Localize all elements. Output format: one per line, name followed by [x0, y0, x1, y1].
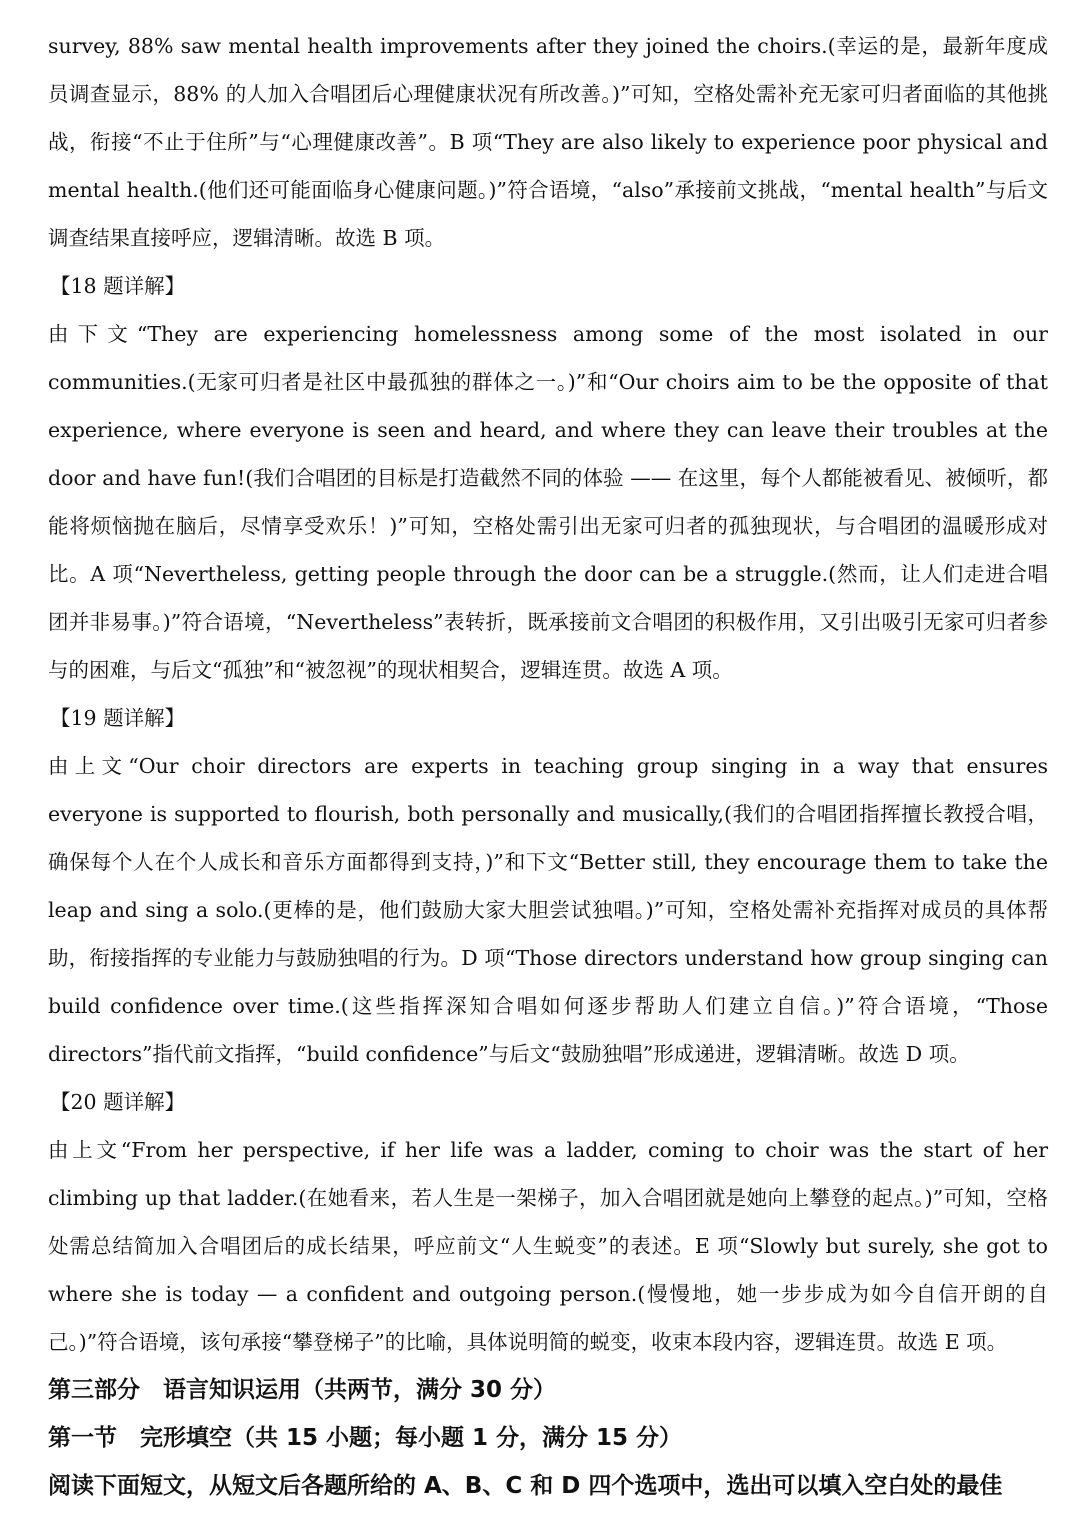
- q18-explanation: 由下文“They are experiencing homelessness among some of the most isolated in our communities.(无家可归者是社区中最孤独的群体之一。)”和“Our choirs aim to be the opposite of that experience, where everyone is seen and heard, and where they can leave their troubles at the door and have fun!(我们合唱团的目标是打造截然不同的体验 —— 在这里，每个人都能被看见、被倾听，都能将烦恼抛在脑后，尽情享受欢乐！)”可知，空格处需引出无家可归者的孤独现状，与合唱团的温暖形成对比。A 项“Nevertheless, getting people through the door can be a struggle.(然而，让人们走进合唱团并非易事。)”符合语境，“Nevertheless”表转折，既承接前文合唱团的积极作用，又引出吸引无家可归者参与的困难，与后文“孤独”和“被忽视”的现状相契合，逻辑连贯。故选 A 项。: [48, 322, 1048, 682]
- q19-explanation: 由上文“Our choir directors are experts in teaching group singing in a way that ensures everyone is supported to flourish, both personally and musically,(我们的合唱团指挥擅长教授合唱，确保每个人在个人成长和音乐方面都得到支持，)”和下文“Better still, they encourage them to take the leap and sing a solo.(更棒的是，他们鼓励大家大胆尝试独唱。)”可知，空格处需补充指挥对成员的具体帮助，衔接指挥的专业能力与鼓励独唱的行为。D 项“Those directors understand how group singing can build confidence over time.(这些指挥深知合唱如何逐步帮助人们建立自信。)”符合语境，“Those directors”指代前文指挥，“build confidence”与后文“鼓励独唱”形成递进，逻辑清晰。故选 D 项。: [48, 754, 1048, 1066]
- cloze-instruction: 阅读下面短文，从短文后各题所给的 A、B、C 和 D 四个选项中，选出可以填入空白处的最佳: [48, 1473, 1003, 1499]
- q20-explanation: 由上文“From her perspective, if her life was a ladder, coming to choir was the start of her climbing up that ladder.(在她看来，若人生是一架梯子，加入合唱团就是她向上攀登的起点。)”可知，空格处需总结简加入合唱团后的成长结果，呼应前文“人生蜕变”的表述。E 项“Slowly but surely, she got to where she is today — a confident and outgoing person.(慢慢地，她一步步成为如今自信开朗的自己。)”符合语境，该句承接“攀登梯子”的比喻，具体说明简的蜕变，收束本段内容，逻辑连贯。故选 E 项。: [48, 1138, 1048, 1354]
- part-three-title: 第三部分 语言知识运用（共两节，满分 30 分）: [48, 1377, 557, 1403]
- q17-explanation-tail: survey, 88% saw mental health improvements after they joined the choirs.(幸运的是，最新年度成员调查显示，88% 的人加入合唱团后心理健康状况有所改善。)”可知，空格处需补充无家可归者面临的其他挑战，衔接“不止于住所”与“心理健康改善”。B 项“They are also likely to experience poor physical and mental health.(他们还可能面临身心健康问题。)”符合语境，“also”承接前文挑战，“mental health”与后文调查结果直接呼应，逻辑清晰。故选 B 项。: [48, 34, 1048, 250]
- cloze-section-title: 第一节 完形填空（共 15 小题；每小题 1 分，满分 15 分）: [48, 1425, 683, 1451]
- document-page: [48, 22, 1048, 1510]
- q20-heading: 【20 题详解】: [50, 1090, 186, 1114]
- q19-heading: 【19 题详解】: [50, 706, 186, 730]
- q18-heading: 【18 题详解】: [50, 274, 186, 298]
